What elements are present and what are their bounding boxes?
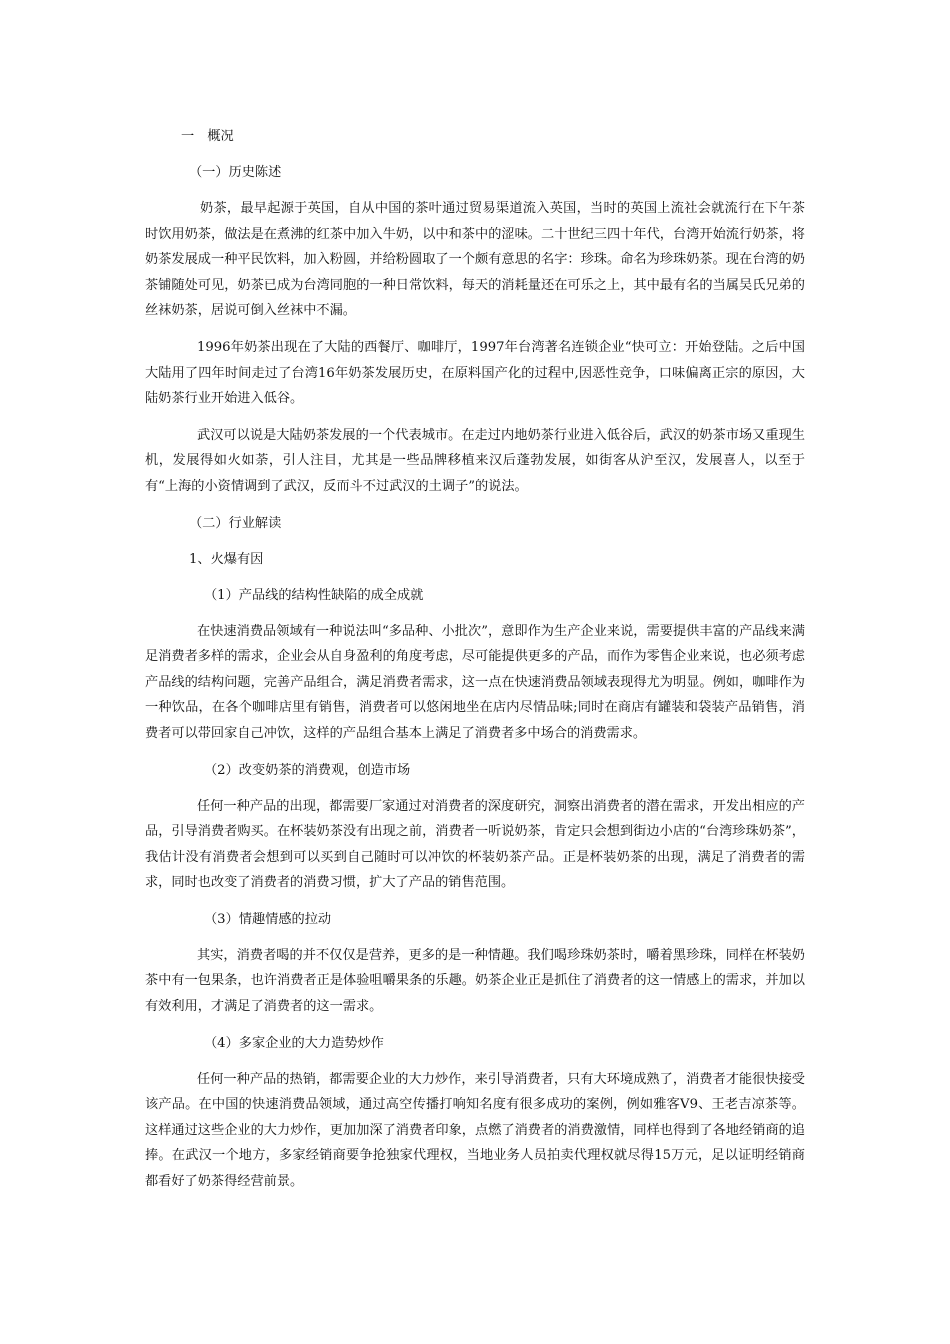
heading-history: （一）历史陈述	[189, 165, 282, 180]
paragraph-history-3: 武汉可以说是大陆奶茶发展的一个代表城市。在走过内地奶茶行业进入低谷后，武汉的奶茶市场又重现生机，发展得如火如荼，引人注目，尤其是一些品牌移植来汉后蓬勃发展，如街客从沪至汉，发展喜人，以至于有“上海的小资情调到了武汉，反而斗不过武汉的土调子”的说法。	[145, 427, 805, 494]
heading-industry-analysis: （二）行业解读	[189, 515, 282, 531]
heading-popularity-reasons: 1、火爆有因	[189, 551, 264, 567]
paragraph-reason-4: 任何一种产品的热销，都需要企业的大力炒作，来引导消费者，只有大环境成熟了，消费者才能很快接受该产品。在中国的快速消费品领域，通过高空传播打响知名度有很多成功的案例，例如雅客V9、王老吉凉茶等。这样通过这些企业的大力炒作，更加加深了消费者印象，点燃了消费者的消费激情，同样也得到了各地经销商的追捧。在武汉一个地方，多家经销商要争抢独家代理权，当地业务人员拍卖代理权就尽得15万元，足以证明经销商都看好了奶茶得经营前景。	[145, 1071, 805, 1190]
paragraph-reason-2: 任何一种产品的出现，都需要厂家通过对消费者的深度研究，洞察出消费者的潜在需求，开发出相应的产品，引导消费者购买。在杯装奶茶没有出现之前，消费者一听说奶茶，肯定只会想到街边小店的“台湾珍珠奶茶”，我估计没有消费者会想到可以买到自己随时可以冲饮的杯装奶茶产品。正是杯装奶茶的出现，满足了消费者的需求，同时也改变了消费者的消费习惯，扩大了产品的销售范围。	[145, 798, 805, 891]
paragraph-reason-3: 其实，消费者喝的并不仅仅是营养，更多的是一种情趣。我们喝珍珠奶茶时，嚼着黑珍珠，同样在杯装奶茶中有一包果条，也许消费者正是体验咀嚼果条的乐趣。奶茶企业正是抓住了消费者的这一情感上的需求，并加以有效利用，才满足了消费者的这一需求。	[145, 947, 805, 1015]
paragraph-history-1: 奶茶，最早起源于英国，自从中国的茶叶通过贸易渠道流入英国，当时的英国上流社会就流行在下午茶时饮用奶茶，做法是在煮沸的红茶中加入牛奶，以中和茶中的涩味。二十世纪三四十年代，台湾开始流行奶茶，将奶茶发展成一种平民饮料，加入粉圆，并给粉圆取了一个颇有意思的名字：珍珠。命名为珍珠奶茶。现在台湾的奶茶铺随处可见，奶茶已成为台湾同胞的一种日常饮料，每天的消耗量还在可乐之上，其中最有名的当属吴氏兄弟的丝袜奶茶，居说可倒入丝袜中不漏。	[145, 201, 805, 319]
heading-reason-3: （3）情趣情感的拉动	[204, 911, 332, 927]
heading-reason-1: （1）产品线的结构性缺陷的成全成就	[204, 587, 424, 603]
heading-reason-4: （4）多家企业的大力造势炒作	[204, 1035, 384, 1051]
document-body	[145, 124, 805, 1206]
heading-reason-2: （2）改变奶茶的消费观，创造市场	[204, 762, 411, 778]
paragraph-reason-1: 在快速消费品领域有一种说法叫“多品种、小批次”，意即作为生产企业来说，需要提供丰富的产品线来满足消费者多样的需求，企业会从自身盈利的角度考虑，尽可能提供更多的产品，而作为零售企业来说，也必须考虑产品线的结构问题，完善产品组合，满足消费者需求，这一点在快速消费品领域表现得尤为明显。例如，咖啡作为一种饮品，在各个咖啡店里有销售，消费者可以悠闲地坐在店内尽情品味;同时在商店有罐装和袋装产品销售，消费者可以带回家自己冲饮，这样的产品组合基本上满足了消费者多中场合的消费需求。	[145, 623, 805, 741]
heading-overview: 一 概况	[181, 129, 234, 144]
paragraph-history-2: 1996年奶茶出现在了大陆的西餐厅、咖啡厅，1997年台湾著名连锁企业“快可立：开始登陆。之后中国大陆用了四年时间走过了台湾16年奶茶发展历史，在原料国产化的过程中,因恶性竞争，口味偏离正宗的原因，大陆奶茶行业开始进入低谷。	[145, 339, 805, 407]
